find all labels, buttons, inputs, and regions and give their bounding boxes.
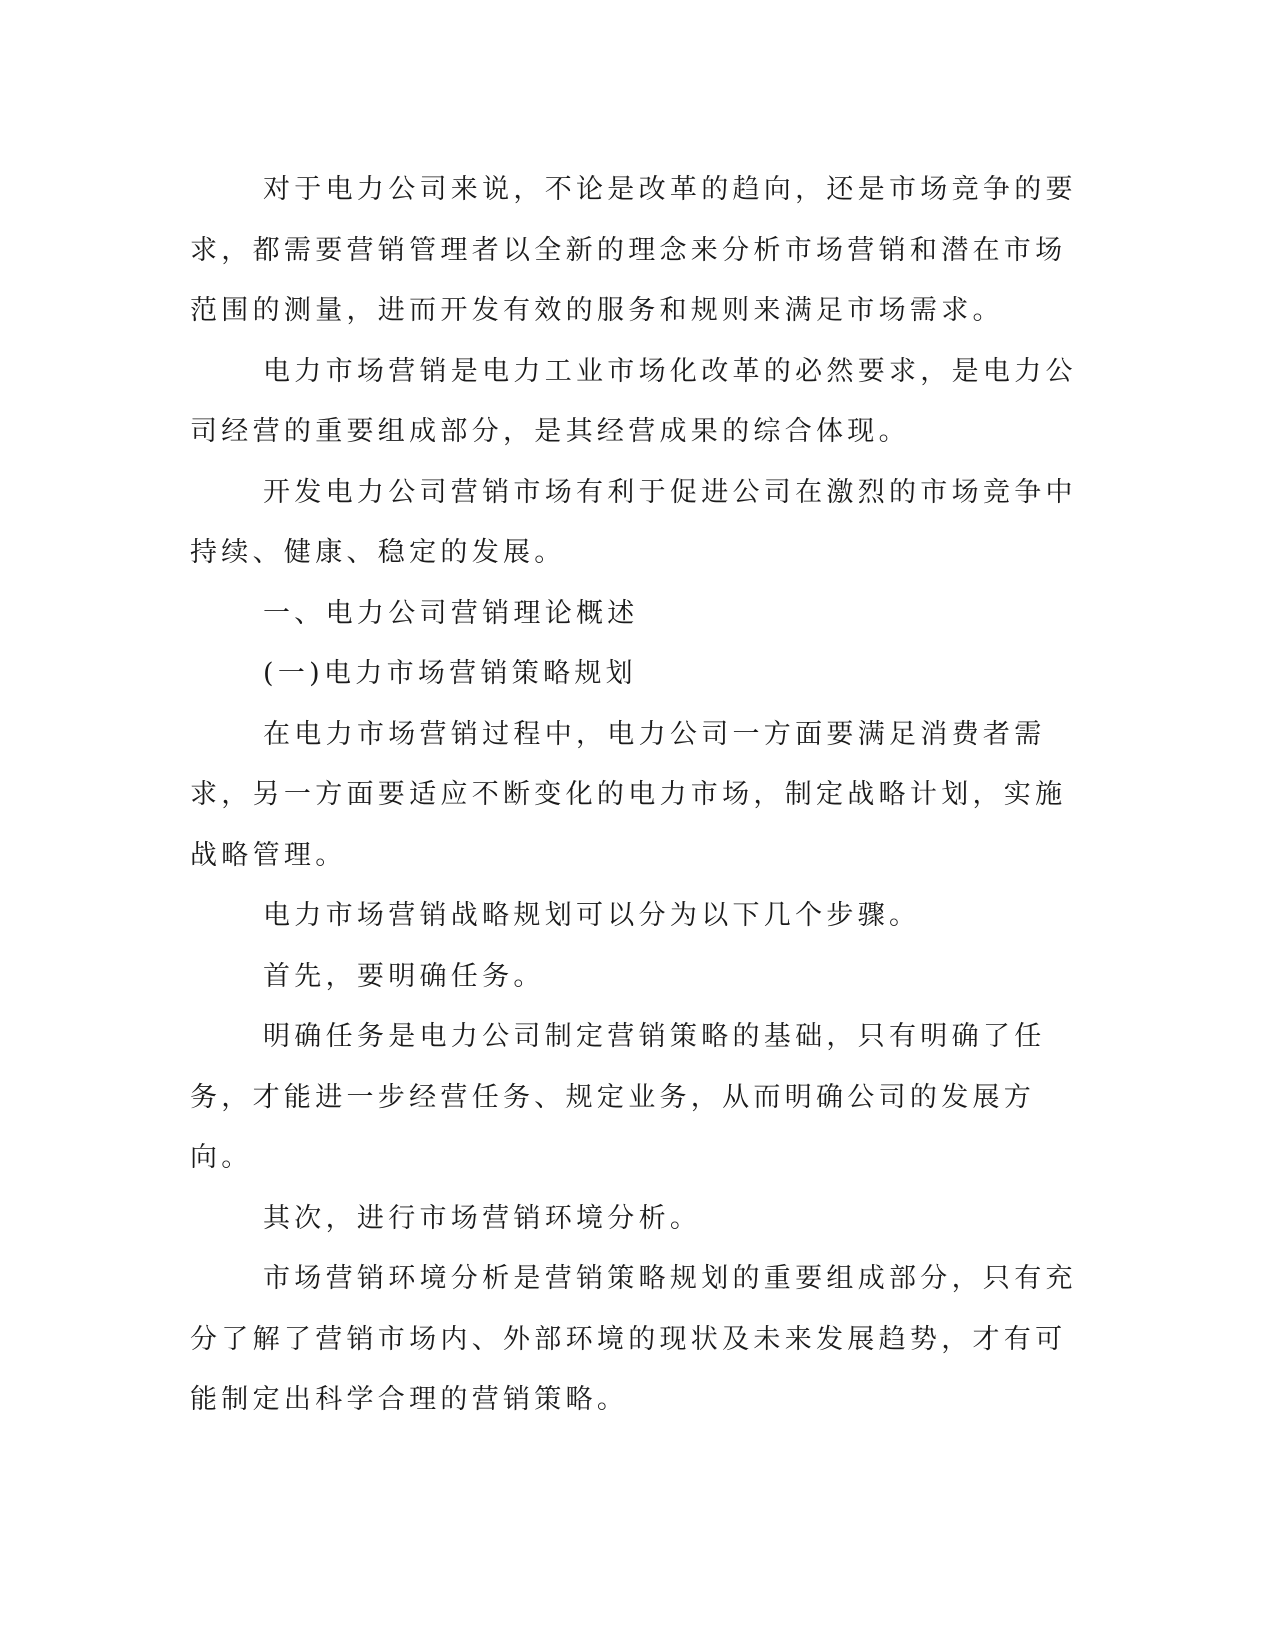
paragraph-intro: 对于电力公司来说，不论是改革的趋向，还是市场竞争的要求，都需要营销管理者以全新的理念来分析市场营销和潜在市场范围的测量，进而开发有效的服务和规则来满足市场需求。 [190,174,1077,326]
paragraph-task-foundation: 明确任务是电力公司制定营销策略的基础，只有明确了任务，才能进一步经营任务、规定业务，从而明确公司的发展方向。 [190,1021,1046,1173]
document-body [190,160,1085,1431]
paragraph-development-benefit: 开发电力公司营销市场有利于促进公司在激烈的市场竞争中持续、健康、稳定的发展。 [190,476,1077,568]
paragraph-strategy-steps: 电力市场营销战略规划可以分为以下几个步骤。 [263,900,921,931]
paragraph-step-two: 其次，进行市场营销环境分析。 [263,1202,702,1234]
section-heading-theory: 一、电力公司营销理论概述 [263,597,639,629]
paragraph-strategy-process: 在电力市场营销过程中，电力公司一方面要满足消费者需求，另一方面要适应不断变化的电力市场，制定战略计划，实施战略管理。 [190,718,1067,871]
paragraph-environment-analysis: 市场营销环境分析是营销策略规划的重要组成部分，只有充分了解了营销市场内、外部环境的现状及未来发展趋势，才有可能制定出科学合理的营销策略。 [190,1263,1077,1415]
subsection-heading-strategy: (一)电力市场营销策略规划 [263,658,637,689]
paragraph-step-one: 首先，要明确任务。 [263,960,545,992]
paragraph-market-requirement: 电力市场营销是电力工业市场化改革的必然要求，是电力公司经营的重要组成部分，是其经营成果的综合体现。 [190,355,1077,447]
